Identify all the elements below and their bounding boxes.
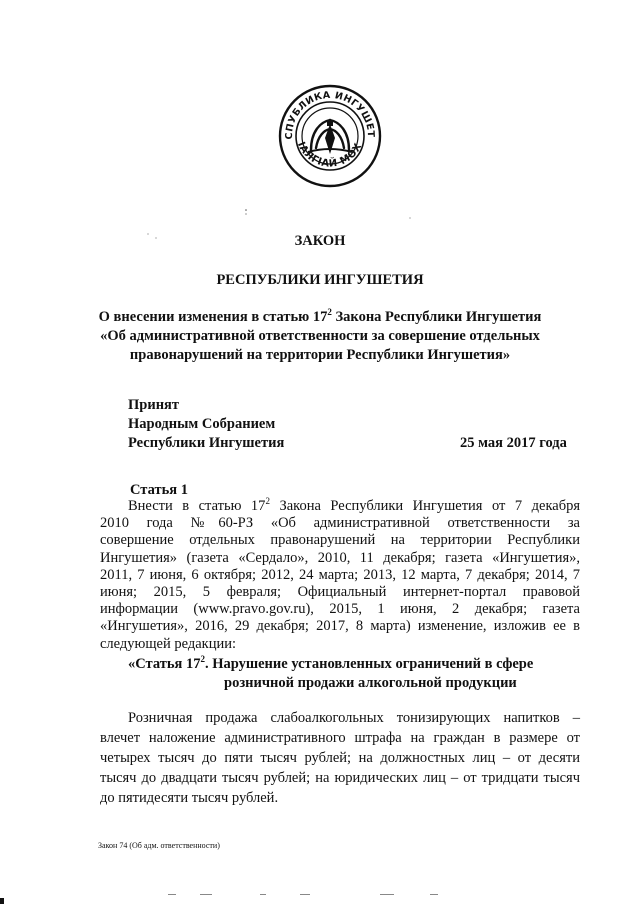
article-line: совершение отдельных правонарушений на территории Республики — [100, 532, 580, 549]
penalty-line: влечет наложение административного штрафа на граждан в размере от — [100, 730, 580, 746]
subtitle-line-2: «Об административной ответственности за совершение отдельных — [100, 328, 540, 344]
penalty-line: до пятидесяти тысяч рублей. — [100, 790, 279, 806]
document-issuer: РЕСПУБЛИКИ ИНГУШЕТИЯ — [216, 272, 424, 288]
emblem-graphic — [278, 84, 382, 188]
adoption-line-3: Республики Ингушетия — [128, 435, 285, 451]
article-line: информации (www.pravo.gov.ru), 2015, 1 июня, 2 декабря; газета — [100, 601, 580, 618]
article-body — [100, 498, 580, 653]
article-line: июня; 2015, 5 февраля; Официальный интернет-портал правовой — [100, 584, 580, 601]
article-line: следующей редакции: — [100, 635, 237, 652]
law-subtitle — [0, 308, 640, 365]
quoted-title-line-1: «Статья $17^2$. Нарушение установленных ограничений в сфере — [128, 654, 534, 672]
article-line: Внести в статью $17^2$ Закона Республики Ингушетия от 7 декабря — [128, 496, 580, 514]
penalty-line: Розничная продажа слабоалкогольных тонизирующих напитков – — [128, 710, 580, 726]
penalty-line: четырех тысяч до пяти тысяч рублей; на должностных лиц – от десяти — [100, 750, 580, 766]
penalty-paragraph — [100, 708, 580, 808]
emblem-bottom-text: ІАЛГІАЙ МОХ — [294, 140, 365, 170]
emblem-seal — [278, 84, 382, 188]
article-line: 2010 года №60-РЗ «Об административной ответственности за — [100, 515, 580, 532]
penalty-line: тысяч до двадцати тысяч рублей; на юридических лиц – от тридцати тысяч — [100, 770, 580, 786]
subtitle-line-1: О внесении изменения в статью $17^2$ Закона Республики Ингушетия — [98, 307, 542, 325]
adoption-line-2: Народным Собранием — [128, 416, 276, 432]
document-title: ЗАКОН — [294, 233, 346, 249]
article-line: 2011, 7 июня, 6 октября; 2012, 24 марта; 2013, 12 марта, 7 декабря; 2014, 7 — [100, 566, 580, 583]
article-line: Ингушетия» (газета «Сердало», 2010, 11 декабря; газета «Ингушетия», — [100, 549, 580, 566]
quoted-title-line-2: розничной продажи алкогольной продукции — [224, 675, 517, 691]
subtitle-line-3: правонарушений на территории Республики Ингушетия» — [129, 347, 511, 363]
adoption-line-1: Принят — [128, 397, 180, 413]
article-title: Статья 1 — [130, 482, 188, 498]
footer-note: Закон 74 (Об адм. ответственности) — [98, 841, 220, 850]
adoption-date: 25 мая 2017 года — [460, 435, 567, 451]
adoption-block — [128, 396, 284, 453]
article-line: «Ингушетия», 2016, 29 декабря; 2017, 8 марта) изменение, изложив ее в — [100, 618, 580, 635]
emblem-top-text: СПУБЛИКА ИНГУШЕТ — [283, 89, 377, 140]
quoted-article-title — [100, 655, 580, 693]
